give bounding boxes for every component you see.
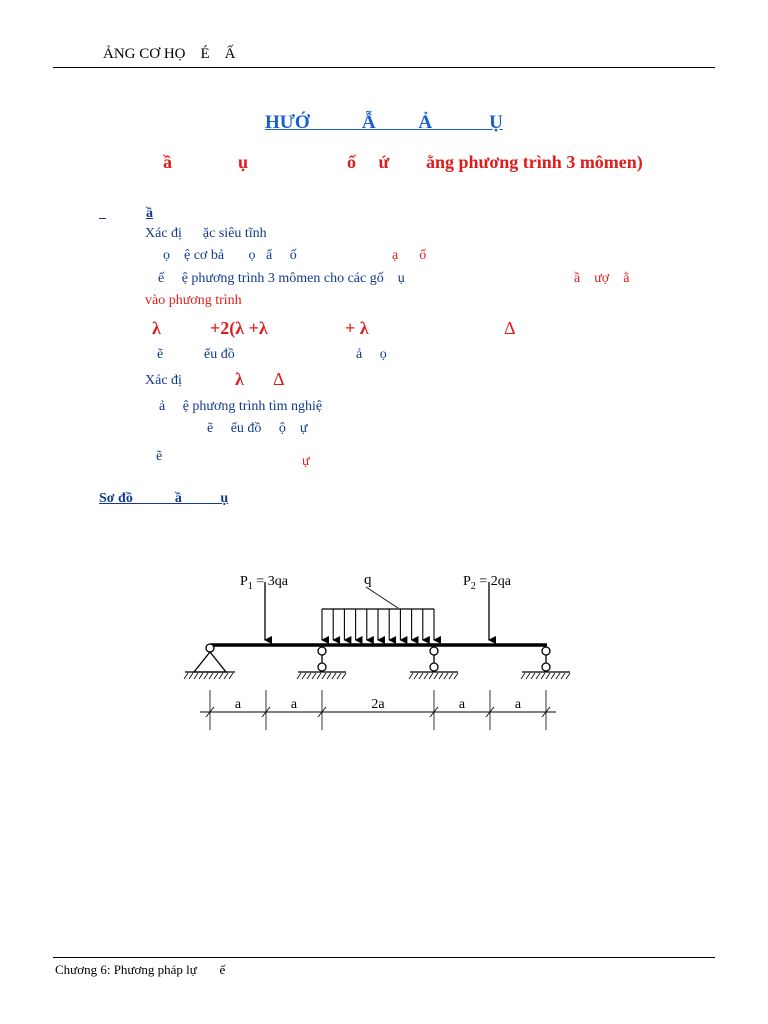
step-5: Xác đị xyxy=(145,373,182,388)
section-heading-1 xyxy=(99,190,161,222)
header-rule xyxy=(53,67,715,68)
step-3-red-b: vào phương trình xyxy=(145,293,242,308)
page-title: HƯỚ Ẫ Ả Ụ xyxy=(265,112,503,133)
subtitle-part-3: ố ứ xyxy=(347,152,390,172)
dimension-label: a xyxy=(458,697,466,712)
roller-support-2 xyxy=(409,647,458,679)
equation-plus-lambda: + λ xyxy=(345,318,369,338)
q-label: q xyxy=(364,572,372,588)
running-header: ẢNG CƠ HỌ É Ấ xyxy=(103,46,236,62)
step-6: ả ệ phương trình tìm nghiệ xyxy=(159,399,323,414)
section-heading-2: Sơ đồ ầ ụ xyxy=(99,491,229,506)
step-4-b: ểu đồ xyxy=(204,347,235,362)
step-2-red: ạ ố xyxy=(392,248,427,263)
q-leader-line xyxy=(366,587,398,608)
equation-lambda-1: λ xyxy=(152,318,161,338)
roller-support-1 xyxy=(297,647,346,679)
step-8-b: ự xyxy=(302,454,310,469)
step-4-a: ẽ xyxy=(157,347,164,362)
footer-rule xyxy=(53,957,715,958)
step-2: ọ ệ cơ bả ọ ẩ ố xyxy=(163,248,297,263)
step-3: ế ệ phương trình 3 mômen cho các gố ụ xyxy=(158,271,405,286)
step-8-a: ẽ xyxy=(156,449,163,464)
dimension-label: a xyxy=(234,697,242,712)
step-4-c: ả ọ xyxy=(356,347,387,362)
equation-middle-term: +2(λ +λ xyxy=(210,318,268,338)
dimension-label: a xyxy=(514,697,522,712)
equation-delta: Δ xyxy=(504,318,516,338)
step-3-red-a: ầ ượ ằ xyxy=(574,271,630,286)
subtitle-part-2: ụ xyxy=(238,152,249,172)
step-5-delta: Δ xyxy=(273,369,285,389)
step-5-lambda: λ xyxy=(235,369,244,389)
step-1: Xác đị ặc siêu tĩnh xyxy=(145,226,267,241)
section-heading-1-label: ầ xyxy=(146,206,153,221)
p1-label: $P_1 = 3qa$ xyxy=(240,574,288,592)
p2-label: $P_2 = 2qa$ xyxy=(463,574,511,592)
dimension-label: a xyxy=(290,697,298,712)
pin-support xyxy=(184,644,235,679)
subtitle-part-1: ầ xyxy=(163,152,172,172)
distributed-load-arrows xyxy=(322,609,434,640)
footer-chapter: Chương 6: Phương pháp lự ế xyxy=(55,962,226,977)
dimension-labels xyxy=(235,697,522,712)
roller-support-3 xyxy=(521,647,570,679)
subtitle-part-4: ằng phương trình 3 mômen) xyxy=(426,152,643,172)
step-7: ẽ ểu đồ ộ ự xyxy=(207,421,308,436)
dimension-label: 2a xyxy=(371,697,385,712)
beam-diagram xyxy=(0,560,768,740)
